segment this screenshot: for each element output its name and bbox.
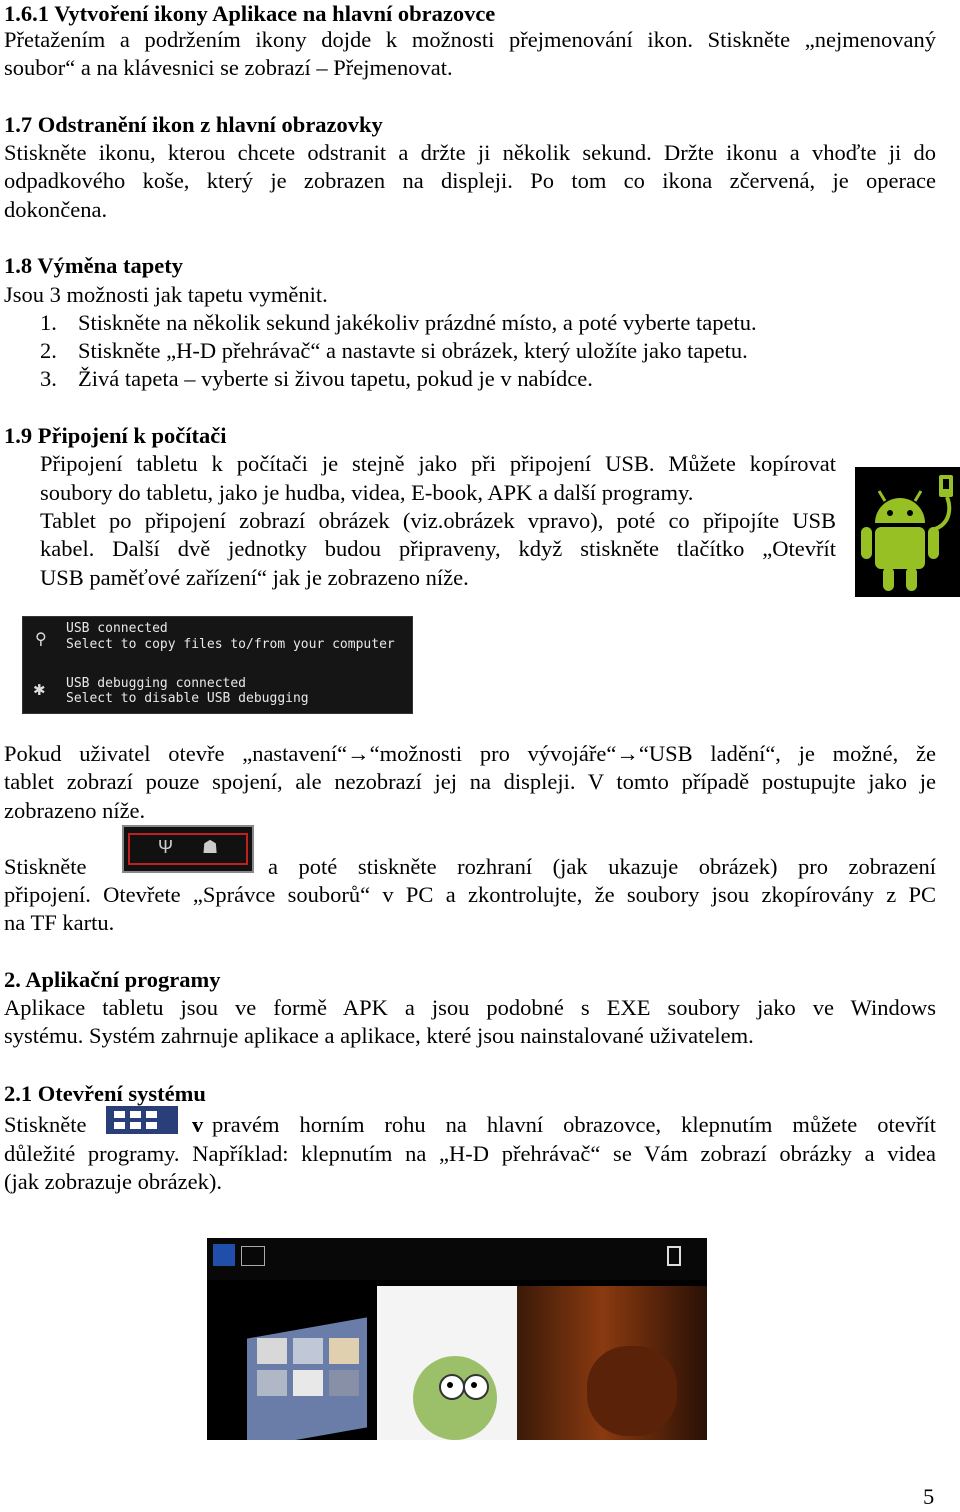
list-number: 1. <box>40 310 57 335</box>
usb-status-bar-image <box>122 825 254 873</box>
android-usb-icon <box>855 467 960 597</box>
para-settings-line1: Pokud uživatel otevře „nastavení“→“možnosti pro vývojáře“→“USB ladění“, je možné, že <box>4 741 936 766</box>
usb-connected-subtitle: Select to copy files to/from your computer <box>66 637 395 652</box>
para-2-1-start: Stiskněte <box>4 1112 87 1137</box>
page-number: 5 <box>923 1484 935 1509</box>
usb-icon: Ψ <box>158 837 174 857</box>
para-1-8-intro: Jsou 3 možnosti jak tapetu vyměnit. <box>4 282 328 307</box>
app-thumbnail-icon <box>241 1246 265 1266</box>
usb-notification-panel <box>22 616 413 714</box>
list-number: 3. <box>40 366 57 391</box>
heading-2-1: 2.1 Otevření systému <box>4 1081 206 1106</box>
para-2-1-bold-v: v <box>192 1112 204 1137</box>
para-press-start: Stiskněte <box>4 854 87 879</box>
para-1-7-line1: Stiskněte ikonu, kterou chcete odstranit a držte ji několik sekund. Držte ikonu a vhoďte ji do <box>4 140 936 165</box>
para-1-7-line3: dokončena. <box>4 197 108 222</box>
list-number: 2. <box>40 338 57 363</box>
para-1-7-line2: odpadkového koše, který je zobrazen na displeji. Po tom co ikona zčervená, je operace <box>4 168 936 193</box>
para-1-9-line5: USB paměťové zařízení“ jak je zobrazeno níže. <box>40 565 469 590</box>
camera-icon[interactable] <box>667 1246 681 1266</box>
para-1-9-line2: soubory do tabletu, jako je hudba, videa, E-book, APK a další programy. <box>40 480 694 505</box>
para-2-line1: Aplikace tabletu jsou ve formě APK a jsou podobné s EXE soubory jako ve Windows <box>4 995 936 1020</box>
usb-icon: ⚲ <box>35 631 47 648</box>
heading-1-6-1: 1.6.1 Vytvoření ikony Aplikace na hlavní obrazovce <box>4 1 496 26</box>
para-2-1-line2: důležité programy. Například: klepnutím na „H-D přehrávač“ se Vám zobrazí obrázky a videa <box>4 1141 936 1166</box>
list-item: Stiskněte „H-D přehrávač“ a nastavte si obrázek, který uložíte jako tapetu. <box>78 338 748 363</box>
usb-debugging-subtitle: Select to disable USB debugging <box>66 691 309 706</box>
usb-debugging-title: USB debugging connected <box>66 676 247 691</box>
list-item: Stiskněte na několik sekund jakékoliv prázdné místo, a poté vyberte tapetu. <box>78 310 757 335</box>
para-2-line2: systému. Systém zahrnuje aplikace a aplikace, které jsou nainstalované uživatelem. <box>4 1023 754 1048</box>
para-settings-line3: zobrazeno níže. <box>4 798 146 823</box>
para-press-line3: na TF kartu. <box>4 910 115 935</box>
list-item: Živá tapeta – vyberte si živou tapetu, pokud je v nabídce. <box>78 366 593 391</box>
heading-2: 2. Aplikační programy <box>4 967 221 992</box>
app-grid-icon <box>106 1106 178 1134</box>
android-usb-image <box>855 467 960 597</box>
para-2-1-line3: (jak zobrazuje obrázek). <box>4 1169 222 1194</box>
highlight-frame <box>128 833 248 865</box>
para-1-9-line1: Připojení tabletu k počítači je stejně jako při připojení USB. Můžete kopírovat <box>40 451 836 476</box>
android-icon: ☗ <box>202 837 219 857</box>
usb-connected-title: USB connected <box>66 621 168 636</box>
para-1-9-line3: Tablet po připojení zobrazí obrázek (viz.obrázek vpravo), poté co připojíte USB <box>40 508 836 533</box>
character-image[interactable] <box>377 1286 517 1440</box>
para-1-9-line4: kabel. Další dvě jednotky budou připraveny, když stiskněte tlačítko „Otevřít <box>40 536 836 561</box>
para-2-1-line1: pravém horním rohu na hlavní obrazovce, klepnutím můžete otevřít <box>212 1112 936 1137</box>
tablet-player-screenshot <box>207 1238 707 1440</box>
violin-image[interactable] <box>517 1286 707 1440</box>
para-press-line1: a poté stiskněte rozhraní (jak ukazuje obrázek) pro zobrazení <box>268 854 936 879</box>
heading-1-7: 1.7 Odstranění ikon z hlavní obrazovky <box>4 112 383 137</box>
heading-1-9: 1.9 Připojení k počítači <box>4 423 227 448</box>
app-thumbnail-icon <box>213 1244 235 1266</box>
heading-1-8: 1.8 Výměna tapety <box>4 253 183 278</box>
para-1-6-1-line2: soubor“ a na klávesnici se zobrazí – Přejmenovat. <box>4 55 453 80</box>
para-settings-line2: tablet zobrazí pouze spojení, ale nezobrazí jej na displeji. V tomto případě postupujte jako je <box>4 769 936 794</box>
para-1-6-1-line1: Přetažením a podržením ikony dojde k možnosti přejmenování ikon. Stiskněte „nejmenovaný <box>4 27 936 52</box>
para-press-line2: připojení. Otevřete „Správce souborů“ v PC a zkontrolujte, že soubory jsou zkopírovány z PC <box>4 882 936 907</box>
bug-icon: ✱ <box>33 682 46 699</box>
